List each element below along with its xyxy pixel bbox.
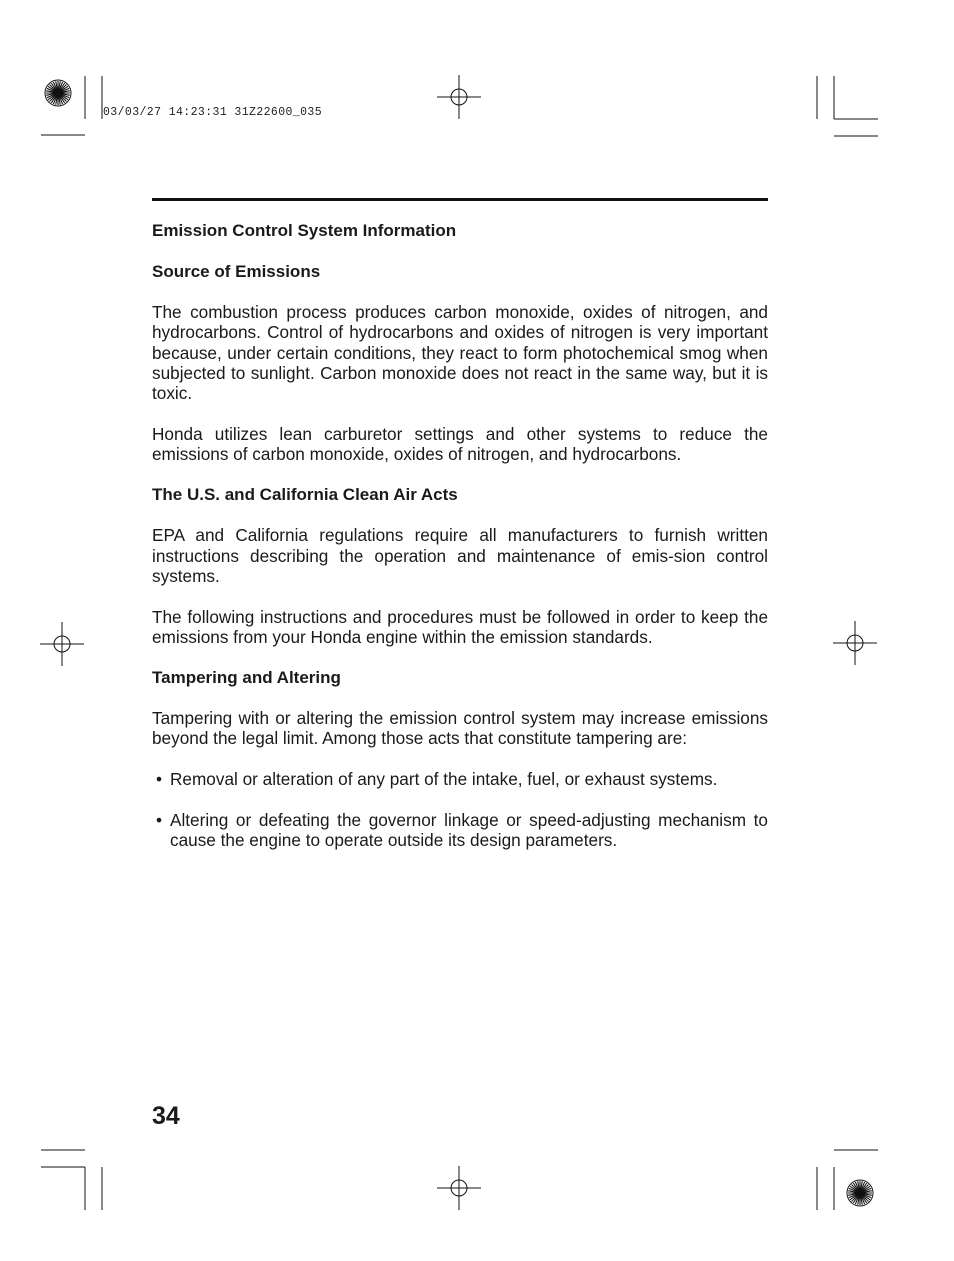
- tampering-list: [152, 769, 768, 850]
- list-item-text: Removal or alteration of any part of the intake, fuel, or exhaust systems.: [170, 769, 718, 790]
- crosshair-right: [833, 621, 877, 665]
- bullet-icon: •: [156, 769, 163, 790]
- registration-target-top-left: [45, 80, 71, 106]
- page-number: 34: [152, 1102, 180, 1130]
- list-item: [152, 769, 768, 789]
- paragraph: The following instructions and procedures must be followed in order to keep the emissions from your Honda engine within the emission standards.: [152, 606, 768, 647]
- crosshair-top: [437, 75, 481, 119]
- crosshair-left: [40, 622, 84, 666]
- paragraph: EPA and California regulations require all manufacturers to furnish written instructions describing the operation and maintenance of emis-sion control systems.: [152, 525, 768, 587]
- list-item-text: Altering or defeating the governor linkage or speed-adjusting mechanism to cause the engine to operate outside its design parameters.: [170, 809, 768, 850]
- header-rule: [152, 198, 768, 201]
- paragraph: Tampering with or altering the emission control system may increase emissions beyond the legal limit. Among those acts that constitute tampering are:: [152, 708, 768, 749]
- paragraph: The combustion process produces carbon monoxide, oxides of nitrogen, and hydrocarbons. Control of hydrocarbons and oxides of nitrogen is very important because, under certain conditions, they react to form photochemical smog when subjected to sunlight. Carbon monoxide does not react in the same way, but it is toxic.: [152, 302, 768, 404]
- list-item: [152, 810, 768, 851]
- registration-target-bottom-right: [847, 1180, 873, 1206]
- heading-source-of-emissions: Source of Emissions: [152, 261, 321, 281]
- paragraph: Honda utilizes lean carburetor settings and other systems to reduce the emissions of carbon monoxide, oxides of nitrogen, and hydrocarbons.: [152, 423, 768, 465]
- crosshair-bottom: [437, 1166, 481, 1210]
- heading-clean-air-acts: The U.S. and California Clean Air Acts: [152, 484, 458, 504]
- bullet-icon: •: [156, 809, 163, 830]
- heading-tampering-and-altering: Tampering and Altering: [152, 667, 341, 687]
- section-title: Emission Control System Information: [152, 221, 457, 240]
- print-timestamp: 03/03/27 14:23:31 31Z22600_035: [103, 106, 323, 119]
- page-content: [152, 221, 768, 871]
